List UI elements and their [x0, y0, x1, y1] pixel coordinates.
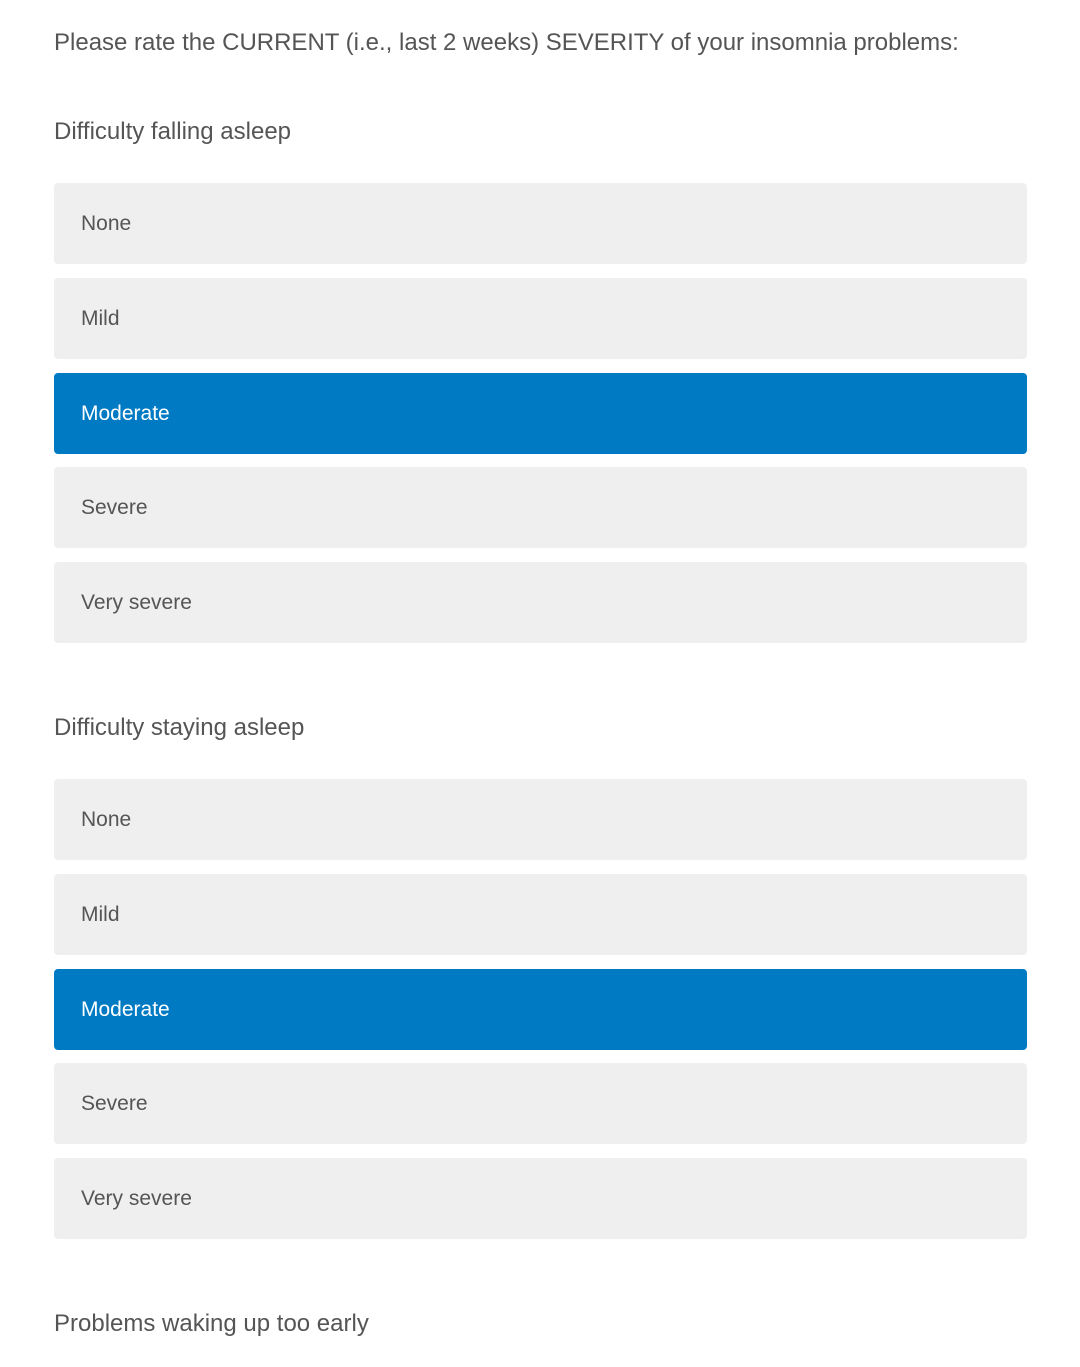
- question-title-staying-asleep: Difficulty staying asleep: [54, 714, 305, 741]
- option-falling-asleep-severe[interactable]: Severe: [54, 467, 1027, 548]
- option-staying-asleep-moderate[interactable]: Moderate: [54, 969, 1027, 1050]
- question-title-waking-early: Problems waking up too early: [54, 1310, 369, 1337]
- option-falling-asleep-moderate[interactable]: Moderate: [54, 373, 1027, 454]
- option-staying-asleep-mild[interactable]: Mild: [54, 874, 1027, 955]
- option-falling-asleep-mild[interactable]: Mild: [54, 278, 1027, 359]
- question-title-falling-asleep: Difficulty falling asleep: [54, 118, 292, 145]
- option-staying-asleep-none[interactable]: None: [54, 779, 1027, 860]
- survey-instructions: Please rate the CURRENT (i.e., last 2 weeks) SEVERITY of your insomnia problems:: [54, 29, 959, 56]
- option-falling-asleep-very-severe[interactable]: Very severe: [54, 562, 1027, 643]
- option-staying-asleep-very-severe[interactable]: Very severe: [54, 1158, 1027, 1239]
- option-falling-asleep-none[interactable]: None: [54, 183, 1027, 264]
- option-staying-asleep-severe[interactable]: Severe: [54, 1063, 1027, 1144]
